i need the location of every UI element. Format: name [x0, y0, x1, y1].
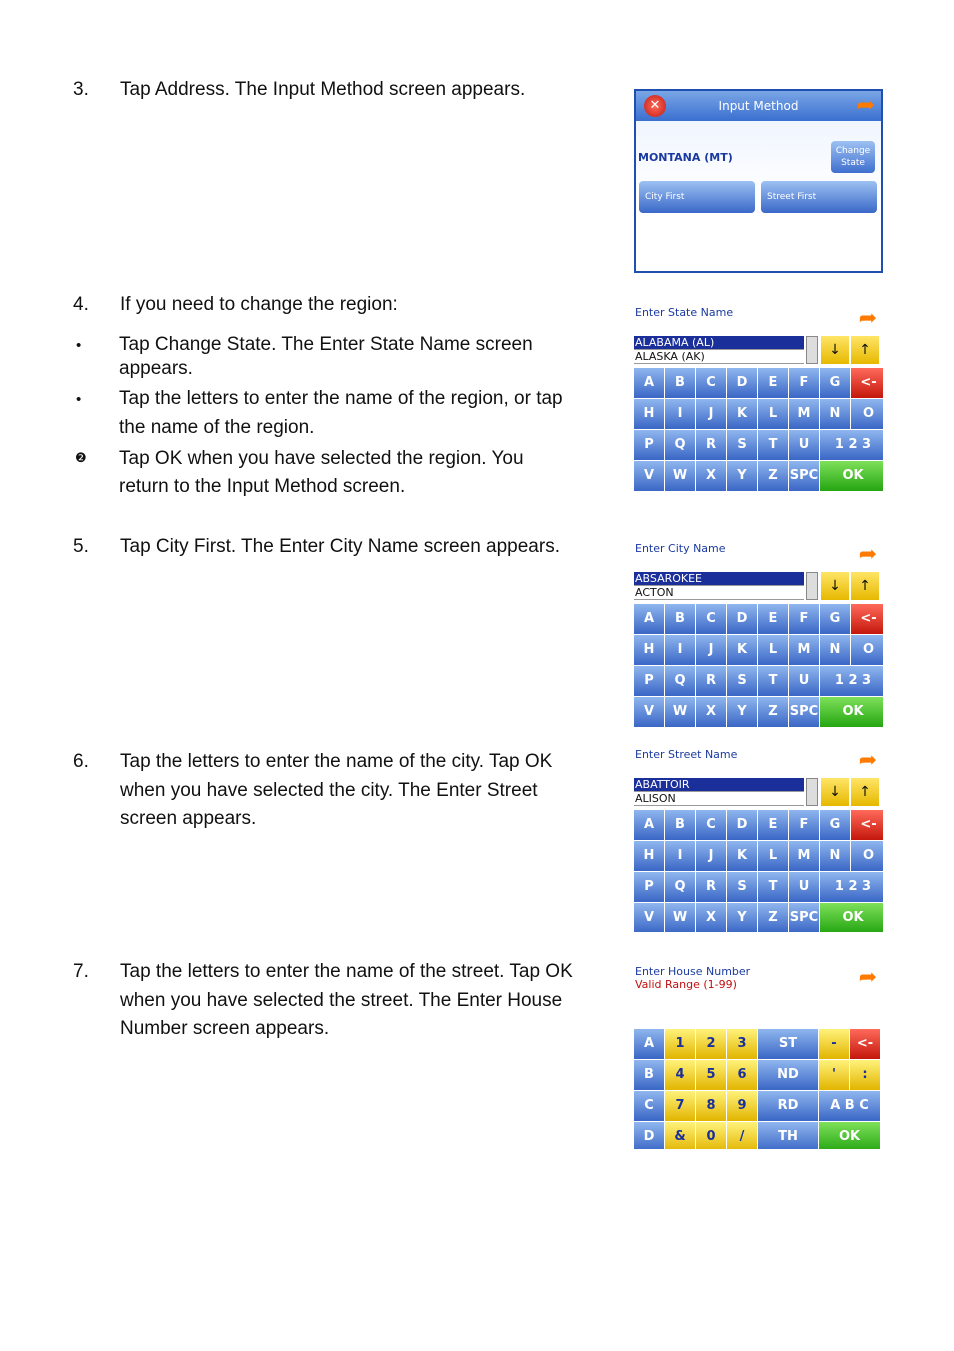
list-item: ALABAMA (AL)	[634, 336, 804, 350]
key-h: H	[634, 841, 664, 871]
key-g: G	[820, 810, 850, 840]
list-item: ALASKA (AK)	[634, 350, 804, 364]
keyboard	[634, 1027, 883, 1149]
key-l: L	[758, 635, 788, 665]
step-3-number: 3.	[73, 79, 89, 100]
key-j: J	[696, 635, 726, 665]
step-5-text: Tap City First. The Enter City Name screen appears.	[120, 536, 560, 557]
key-p: P	[634, 666, 664, 696]
key-ok: OK	[820, 903, 883, 932]
key-v: V	[634, 903, 664, 932]
key-backspace: <-	[851, 368, 883, 398]
key-l: L	[758, 399, 788, 429]
step-6-line-3: screen appears.	[120, 808, 257, 829]
step-3-text: Tap Address. The Input Method screen appears.	[120, 79, 526, 100]
key-q: Q	[665, 430, 695, 460]
key-st: ST	[758, 1029, 818, 1059]
key-d: D	[727, 604, 757, 634]
key-k: K	[727, 635, 757, 665]
key-z: Z	[758, 697, 788, 727]
key-n: N	[820, 635, 850, 665]
scrollbar	[806, 778, 818, 806]
key-e: E	[758, 368, 788, 398]
key-t: T	[758, 430, 788, 460]
key-abc: A B C	[819, 1091, 880, 1121]
up-arrow-icon: ↑	[851, 336, 879, 364]
key-th: TH	[758, 1122, 818, 1149]
key-j: J	[696, 399, 726, 429]
key-4: 4	[665, 1060, 695, 1090]
screen-title: Enter House Number	[635, 965, 751, 978]
back-arrow-icon: ➦	[858, 306, 877, 331]
bullet-3-mark: ❷	[75, 450, 87, 465]
key-backspace: <-	[850, 1029, 880, 1059]
key-y: Y	[727, 697, 757, 727]
street-name-screenshot	[634, 746, 883, 932]
key-spc: SPC	[789, 903, 819, 932]
down-arrow-icon: ↓	[821, 572, 849, 600]
key-m: M	[789, 399, 819, 429]
key-1: 1	[665, 1029, 695, 1059]
key-ok: OK	[819, 1122, 880, 1149]
key-g: G	[820, 368, 850, 398]
bullet-1-mark: •	[76, 337, 82, 354]
key-f: F	[789, 368, 819, 398]
key-9: 9	[727, 1091, 757, 1121]
key-d: D	[727, 810, 757, 840]
key-y: Y	[727, 461, 757, 491]
key-w: W	[665, 697, 695, 727]
key-&: &	[665, 1122, 695, 1149]
step-7-number: 7.	[73, 961, 89, 982]
key-c: C	[696, 604, 726, 634]
key-c: C	[634, 1091, 664, 1121]
scrollbar	[806, 572, 818, 600]
screen-title: Enter City Name	[635, 542, 726, 555]
input-method-screenshot	[634, 89, 883, 273]
key-7: 7	[665, 1091, 695, 1121]
step-4-text: If you need to change the region:	[120, 294, 398, 315]
bullet-2-line-2: the name of the region.	[119, 417, 315, 438]
house-number-screenshot	[634, 963, 883, 1149]
key-8: 8	[696, 1091, 726, 1121]
key-x: X	[696, 461, 726, 491]
key-backspace: <-	[851, 810, 883, 840]
city-name-screenshot	[634, 540, 883, 727]
key-w: W	[665, 461, 695, 491]
list-item: ACTON	[634, 586, 804, 600]
key-b: B	[634, 1060, 664, 1090]
key-c: C	[696, 810, 726, 840]
key-spc: SPC	[789, 461, 819, 491]
key-m: M	[789, 635, 819, 665]
key-p: P	[634, 872, 664, 902]
change-state-button	[831, 141, 875, 173]
down-arrow-icon: ↓	[821, 336, 849, 364]
street-first-button: Street First	[761, 181, 877, 213]
key-g: G	[820, 604, 850, 634]
back-arrow-icon: ➦	[858, 542, 877, 567]
key-': '	[819, 1060, 849, 1090]
key-5: 5	[696, 1060, 726, 1090]
down-arrow-icon: ↓	[821, 778, 849, 806]
back-arrow-icon: ➦	[858, 965, 877, 990]
key-f: F	[789, 604, 819, 634]
key-backspace: <-	[851, 604, 883, 634]
key-spc: SPC	[789, 697, 819, 727]
key-q: Q	[665, 666, 695, 696]
key-h: H	[634, 635, 664, 665]
key-s: S	[727, 872, 757, 902]
key-a: A	[634, 810, 664, 840]
step-5-number: 5.	[73, 536, 89, 557]
key-rd: RD	[758, 1091, 818, 1121]
change-state-label-1: Change	[835, 146, 871, 156]
key-a: A	[634, 1029, 664, 1059]
key-s: S	[727, 430, 757, 460]
key-b: B	[665, 604, 695, 634]
key-:: :	[850, 1060, 880, 1090]
key-b: B	[665, 810, 695, 840]
key-ok: OK	[820, 697, 883, 727]
key-q: Q	[665, 872, 695, 902]
key-b: B	[665, 368, 695, 398]
input-method-title: Input Method	[718, 99, 799, 113]
bullet-1-line-2: appears.	[119, 358, 193, 379]
step-7-line-3: Number screen appears.	[120, 1018, 330, 1039]
screen-title: Enter Street Name	[635, 748, 738, 761]
key-s: S	[727, 666, 757, 696]
key-x: X	[696, 697, 726, 727]
step-7-line-1: Tap the letters to enter the name of the street. Tap OK	[120, 961, 573, 982]
key-y: Y	[727, 903, 757, 932]
bullet-3-line-2: return to the Input Method screen.	[119, 476, 406, 497]
key-e: E	[758, 604, 788, 634]
key-u: U	[789, 666, 819, 696]
key-3: 3	[727, 1029, 757, 1059]
key-i: I	[665, 635, 695, 665]
key-t: T	[758, 872, 788, 902]
key-o: O	[851, 635, 883, 665]
up-arrow-icon: ↑	[851, 572, 879, 600]
valid-range-label: Valid Range (1-99)	[635, 978, 737, 991]
key-v: V	[634, 461, 664, 491]
key-6: 6	[727, 1060, 757, 1090]
key-n: N	[820, 841, 850, 871]
step-6-line-1: Tap the letters to enter the name of the city. Tap OK	[120, 751, 553, 772]
key-a: A	[634, 368, 664, 398]
key-f: F	[789, 810, 819, 840]
keyboard	[634, 366, 883, 491]
key-123: 1 2 3	[820, 430, 883, 460]
key-r: R	[696, 872, 726, 902]
key-123: 1 2 3	[820, 666, 883, 696]
input-method-titlebar	[636, 91, 881, 121]
key-o: O	[851, 399, 883, 429]
key-k: K	[727, 841, 757, 871]
city-first-button: City First	[639, 181, 755, 213]
key-p: P	[634, 430, 664, 460]
key-w: W	[665, 903, 695, 932]
key-m: M	[789, 841, 819, 871]
key-123: 1 2 3	[820, 872, 883, 902]
key-l: L	[758, 841, 788, 871]
key-e: E	[758, 810, 788, 840]
list-item: ABATTOIR	[634, 778, 804, 792]
up-arrow-icon: ↑	[851, 778, 879, 806]
key-a: A	[634, 604, 664, 634]
key-d: D	[634, 1122, 664, 1149]
key-ok: OK	[820, 461, 883, 491]
key-x: X	[696, 903, 726, 932]
keyboard	[634, 602, 883, 727]
key-k: K	[727, 399, 757, 429]
screen-title: Enter State Name	[635, 306, 734, 319]
key-c: C	[696, 368, 726, 398]
key-r: R	[696, 666, 726, 696]
step-6-number: 6.	[73, 751, 89, 772]
state-name-screenshot	[634, 304, 883, 491]
bullet-2-mark: •	[76, 391, 82, 408]
current-state-label: MONTANA (MT)	[638, 151, 733, 164]
key--: -	[819, 1029, 849, 1059]
key-u: U	[789, 430, 819, 460]
key-0: 0	[696, 1122, 726, 1149]
key-i: I	[665, 399, 695, 429]
bullet-1-line-1: Tap Change State. The Enter State Name screen	[119, 334, 533, 355]
back-arrow-icon: ➦	[856, 93, 875, 118]
change-state-label-2: State	[841, 158, 865, 168]
key-v: V	[634, 697, 664, 727]
key-u: U	[789, 872, 819, 902]
key-i: I	[665, 841, 695, 871]
key-2: 2	[696, 1029, 726, 1059]
step-4-number: 4.	[73, 294, 89, 315]
key-/: /	[727, 1122, 757, 1149]
key-h: H	[634, 399, 664, 429]
key-z: Z	[758, 903, 788, 932]
key-o: O	[851, 841, 883, 871]
list-item: ABSAROKEE	[634, 572, 804, 586]
back-arrow-icon: ➦	[858, 748, 877, 773]
close-icon: ✕	[644, 95, 666, 117]
scrollbar	[806, 336, 818, 364]
step-7-line-2: when you have selected the street. The Enter House	[120, 990, 563, 1011]
bullet-2-line-1: Tap the letters to enter the name of the region, or tap	[119, 388, 563, 409]
key-n: N	[820, 399, 850, 429]
keyboard	[634, 808, 883, 932]
key-z: Z	[758, 461, 788, 491]
key-t: T	[758, 666, 788, 696]
list-item: ALISON	[634, 792, 804, 806]
key-r: R	[696, 430, 726, 460]
bullet-3-line-1: Tap OK when you have selected the region. You	[119, 448, 524, 469]
step-6-line-2: when you have selected the city. The Enter Street	[120, 780, 538, 801]
key-nd: ND	[758, 1060, 818, 1090]
key-j: J	[696, 841, 726, 871]
key-d: D	[727, 368, 757, 398]
